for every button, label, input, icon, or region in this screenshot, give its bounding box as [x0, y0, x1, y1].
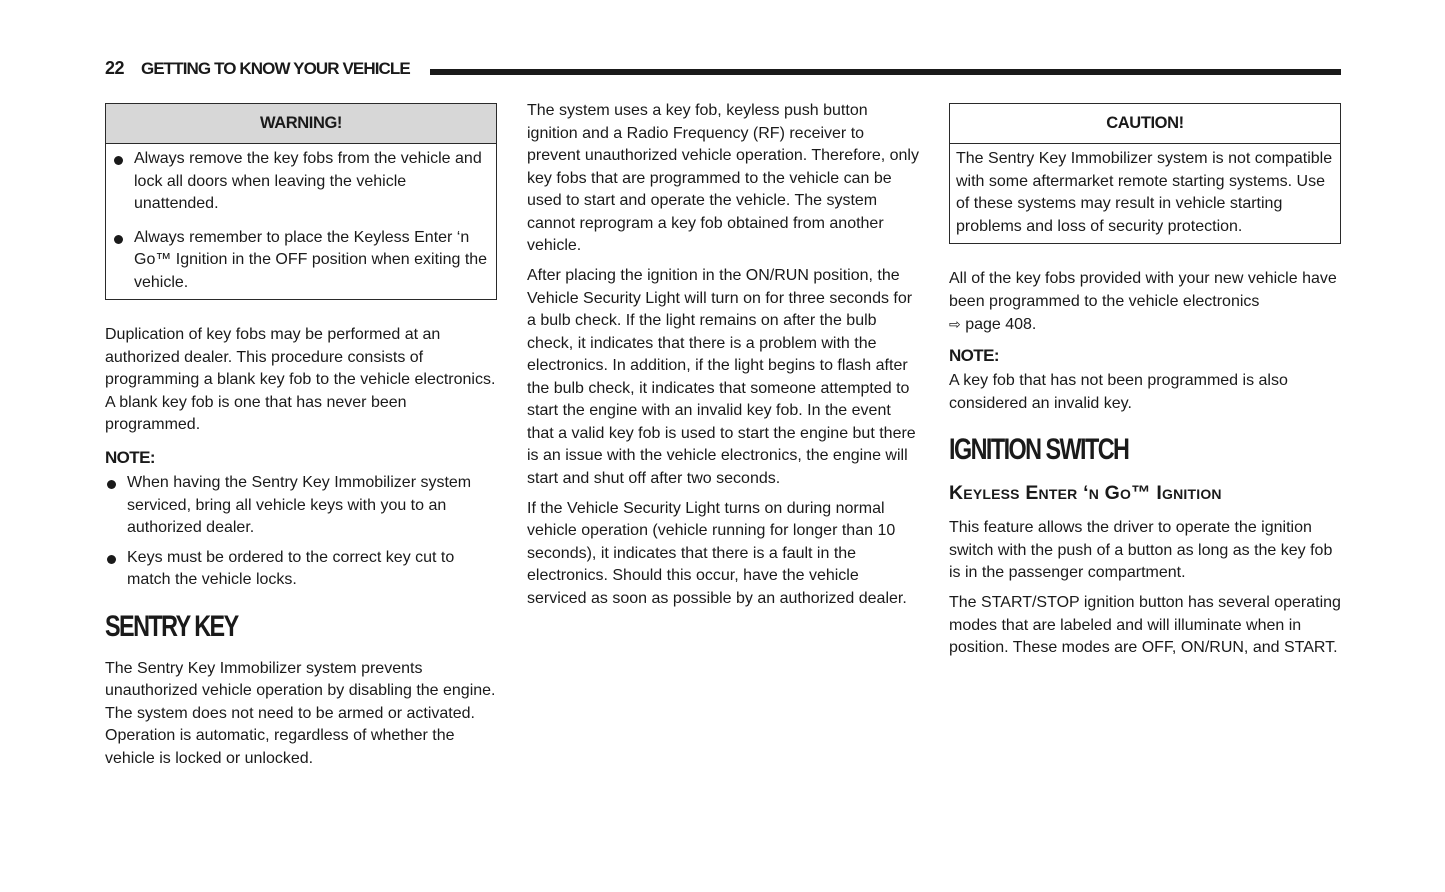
warning-item: Always remember to place the Keyless Enter ‘n Go™ Ignition in the OFF position when exiting the vehicle.	[112, 227, 490, 295]
note-item: When having the Sentry Key Immobilizer system serviced, bring all vehicle keys with you to an authorized dealer.	[105, 472, 497, 540]
paragraph-key-fobs: All of the key fobs provided with your new vehicle have been programmed to the vehicle electronics ⇨ page 408.	[949, 270, 1337, 333]
paragraph-sentry: The Sentry Key Immobilizer system prevents unauthorized vehicle operation by disabling the engine. The system does not need to be armed or activated. Operation is automatic, regardless of whether the vehicle is locked or unlocked.	[105, 659, 496, 767]
arrow-right-icon: ⇨	[949, 316, 961, 332]
page-header	[105, 58, 1341, 80]
caution-title: CAUTION!	[950, 104, 1340, 144]
column-right	[949, 100, 1341, 667]
column-left	[105, 100, 497, 778]
paragraph-modes: The START/STOP ignition button has several operating modes that are labeled and will illuminate when in position. These modes are OFF, ON/RUN, and START.	[949, 594, 1341, 656]
section-title: GETTING TO KNOW YOUR VEHICLE	[141, 59, 410, 78]
warning-list	[112, 148, 490, 294]
heading-ignition-switch: IGNITION SWITCH	[949, 433, 1129, 466]
heading-sentry-key: SENTRY KEY	[105, 609, 238, 643]
note-label: NOTE:	[105, 447, 155, 467]
page-number: 22	[105, 58, 125, 78]
note-item: Keys must be ordered to the correct key cut to match the vehicle locks.	[105, 547, 497, 592]
warning-box	[105, 103, 497, 300]
paragraph-fault: If the Vehicle Security Light turns on during normal vehicle operation (vehicle running for longer than 10 seconds), it indicates that there is a fault in the electronics. Should this occur, have the vehicle serviced as soon as possible by an authorized dealer.	[527, 499, 907, 607]
bullet-icon	[107, 555, 116, 564]
caution-text: The Sentry Key Immobilizer system is not compatible with some aftermarket remote starting systems. Use of these systems may result in vehicle starting problems and loss of security protection.	[956, 150, 1333, 235]
caution-box	[949, 103, 1341, 244]
paragraph-feature: This feature allows the driver to operate the ignition switch with the push of a button as long as the key fob is in the passenger compartment.	[949, 519, 1333, 581]
bullet-icon	[114, 156, 123, 165]
paragraph-duplication: Duplication of key fobs may be performed at an authorized dealer. This procedure consists of programming a blank key fob to the vehicle electronics. A blank key fob is one that has never been programmed.	[105, 326, 496, 433]
header-rule	[430, 69, 1341, 75]
note-text: A key fob that has not been programmed is also considered an invalid key.	[949, 372, 1288, 412]
warning-title: WARNING!	[106, 104, 496, 144]
bullet-icon	[107, 480, 116, 489]
note-list	[105, 472, 497, 592]
warning-item: Always remove the key fobs from the vehicle and lock all doors when leaving the vehicle unattended.	[112, 148, 490, 216]
subheading-keyless: Keyless Enter ‘n Go™ Ignition	[949, 482, 1222, 504]
column-middle	[527, 100, 919, 618]
paragraph-security-light: After placing the ignition in the ON/RUN position, the Vehicle Security Light will turn on for three seconds for a bulb check. If the light remains on after the bulb check, it indicates that there is a problem with the electronics. In addition, if the light begins to flash after the bulb check, it indicates that someone attempted to start the engine with an invalid key fob. In the event that a valid key fob is used to start the engine but there is an issue with the vehicle electronics, the engine will start and shut off after two seconds.	[527, 267, 916, 487]
note-label: NOTE:	[949, 345, 999, 365]
page-reference-link[interactable]: page 408.	[965, 316, 1037, 333]
bullet-icon	[114, 235, 123, 244]
paragraph-system: The system uses a key fob, keyless push button ignition and a Radio Frequency (RF) receiver to prevent unauthorized vehicle operation. Therefore, only key fobs that are programmed to the vehicle can be used to start and operate the vehicle. The system cannot reprogram a key fob obtained from another vehicle.	[527, 102, 919, 254]
